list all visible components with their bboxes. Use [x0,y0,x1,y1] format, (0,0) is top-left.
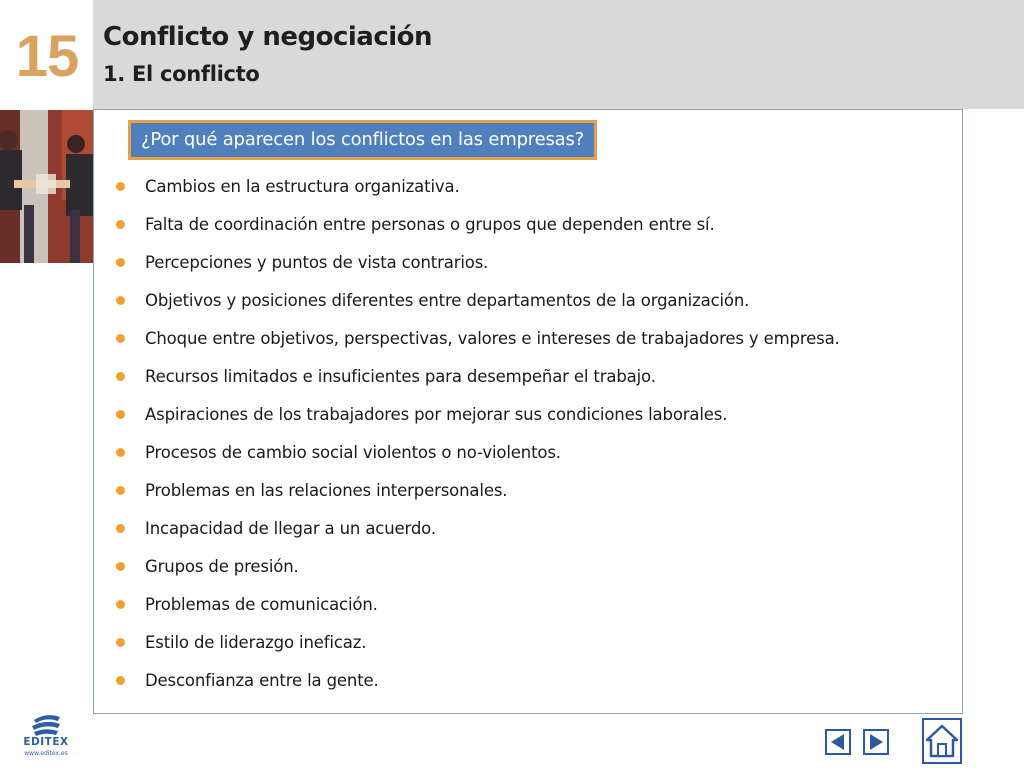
list-item-text: Desconfianza entre la gente. [145,671,379,690]
list-item [116,210,956,248]
bullet-icon [116,220,125,229]
bullet-icon [116,448,125,457]
editex-logo-mark [16,712,76,738]
home-icon [924,720,960,762]
bullet-icon [116,524,125,533]
bullet-icon [116,486,125,495]
bullet-icon [116,372,125,381]
home-button[interactable] [922,718,962,764]
list-item [116,324,956,362]
bullet-icon [116,562,125,571]
list-item-text: Procesos de cambio social violentos o no-violentos. [145,443,561,462]
page-subtitle: 1. El conflicto [103,62,260,86]
list-item [116,286,956,324]
logo-name: EDITEX [23,736,69,748]
header-band [93,0,1024,109]
bullet-icon [116,410,125,419]
list-item [116,400,956,438]
editex-logo [16,712,76,762]
list-item-text: Problemas de comunicación. [145,595,378,614]
list-item [116,438,956,476]
list-item-text: Incapacidad de llegar a un acuerdo. [145,519,436,538]
bullet-icon [116,676,125,685]
list-item [116,172,956,210]
list-item-text: Problemas en las relaciones interpersonales. [145,481,508,500]
bullet-icon [116,258,125,267]
triangle-left-icon [827,731,849,753]
question-heading: ¿Por qué aparecen los conflictos en las empresas? [128,120,597,160]
bullet-list [116,172,956,704]
bullet-icon [116,638,125,647]
list-item-text: Objetivos y posiciones diferentes entre departamentos de la organización. [145,291,750,310]
logo-url: www.editex.es [24,750,68,757]
list-item [116,514,956,552]
previous-button[interactable] [825,729,851,755]
list-item [116,552,956,590]
chapter-number: 15 [15,24,79,89]
list-item-text: Falta de coordinación entre personas o grupos que dependen entre sí. [145,215,715,234]
list-item-text: Cambios en la estructura organizativa. [145,177,460,196]
list-item [116,628,956,666]
list-item-text: Recursos limitados e insuficientes para desempeñar el trabajo. [145,367,656,386]
bullet-icon [116,334,125,343]
bullet-icon [116,600,125,609]
list-item-text: Aspiraciones de los trabajadores por mejorar sus condiciones laborales. [145,405,728,424]
triangle-right-icon [865,731,887,753]
list-item [116,248,956,286]
list-item-text: Percepciones y puntos de vista contrarios. [145,253,489,272]
list-item [116,590,956,628]
list-item-text: Choque entre objetivos, perspectivas, valores e intereses de trabajadores y empresa. [145,329,840,348]
list-item-text: Estilo de liderazgo ineficaz. [145,633,367,652]
list-item [116,666,956,704]
bullet-icon [116,296,125,305]
handshake-illustration [0,110,93,263]
page-title: Conflicto y negociación [103,22,433,52]
list-item [116,476,956,514]
list-item [116,362,956,400]
next-button[interactable] [863,729,889,755]
bullet-icon [116,182,125,191]
list-item-text: Grupos de presión. [145,557,299,576]
